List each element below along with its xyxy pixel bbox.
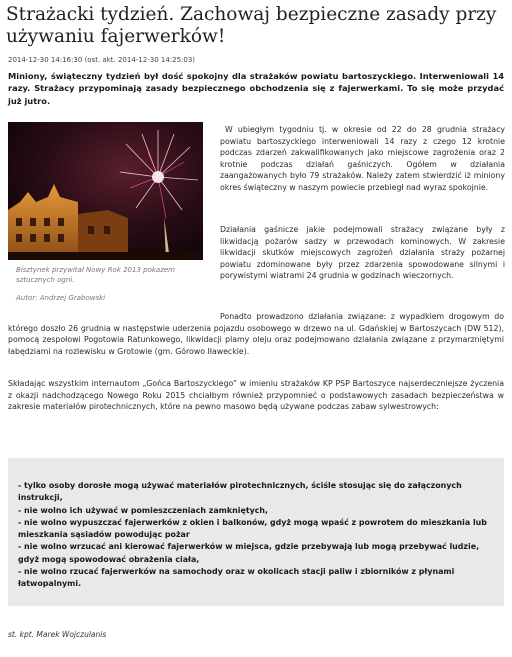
article-title: Strażacki tydzień. Zachowaj bezpieczne zasady przy używaniu fajerwerków! <box>6 4 497 47</box>
paragraph-new-year-wishes: Składając wszystkim internautom „Gońca Bartoszyckiego” w imieniu strażaków KP PSP Bartoszyce najserdeczniejsze życzenia z okazji nadchodzącego Nowego Roku 2015 chciałbym również przypomnieć o podstawowych zasadach bezpieczeństwa w zakresie materiałów pirotechnicznych, które na pewno masowo będą używane podczas zabaw sylwestrowych: <box>8 379 504 412</box>
list-item: - tylko osoby dorosłe mogą używać materiałów pirotechnicznych, ściśle stosując się do załączonych instrukcji, <box>18 481 462 503</box>
photo-caption: Bisztynek przywitał Nowy Rok 2013 pokazem sztucznych ogni. <box>16 266 176 284</box>
safety-rules-list <box>18 480 498 591</box>
fireworks-photo[interactable] <box>8 122 203 260</box>
article-lead: Miniony, świąteczny tydzień był dość spokojny dla strażaków powiatu bartoszyckiego. Interweniowali 14 razy. Strażacy przypominają zasady bezpiecznego obchodzenia się z fajerwerkami. To się może przydać już jutro. <box>8 71 504 106</box>
fireworks-illustration <box>8 122 203 260</box>
paragraph-fire-actions: Działania gaśnicze jakie podejmowali strażacy związane były z likwidacją pożarów sadzy w przewodach kominowych. W zakresie likwidacji skutków miejscowych zagrożeń działania straży pożarnej powiatu zdominowane były przez zdarzenia spowodowane silnymi i porywistymi wiatrami 24 grudnia w godzinach wieczornych. <box>220 225 505 281</box>
list-item: - nie wolno wypuszczać fajerwerków z okien i balkonów, gdyż mogą wpaść z powrotem do mieszkania lub mieszkania sąsiadów powodując pożar <box>18 517 487 540</box>
list-item: - nie wolno wrzucać ani kierować fajerwerków w miejsca, gdzie przebywają lub mogą przebywać ludzie, gdyż mogą spowodować obrażenia ciała, <box>18 542 480 564</box>
article-timestamp: 2014-12-30 14:16:30 (ost. akt. 2014-12-30 14:25:03) <box>8 56 196 64</box>
paragraph-weekly-summary: W ubiegłym tygodniu tj. w okresie od 22 do 28 grudnia strażacy powiatu bartoszyckiego interweniowali 14 razy z czego 12 krotnie podczas zdarzeń zakwalifikowanych jako miejscowe zagrożenia oraz 2 krotnie podczas działań gaśniczych. Ogółem w działania zaangażowanych było 79 strażaków. Należy zatem stwierdzić iż miniony okres świąteczny w naszym powiecie przebiegł nad wyraz spokojnie. <box>220 125 505 192</box>
photo-author: Autor: Andrzej Grabowski <box>16 294 106 302</box>
photo-box <box>8 122 203 322</box>
list-item: - nie wolno ich używać w pomieszczeniach zamkniętych, <box>18 505 269 515</box>
author-signature: st. kpt. Marek Wojczulanis <box>8 630 107 639</box>
safety-rules-box <box>8 458 504 606</box>
list-item: - nie wolno rzucać fajerwerków na samochody oraz w okolicach stacji paliw i zbiorników z płynami łatwopalnymi. <box>18 567 455 589</box>
paragraph-other-actions: Ponadto prowadzono działania związane: z wypadkiem drogowym do którego doszło 26 grudnia w następstwie uderzenia pojazdu osobowego w drzewo na ul. Gdańskiej w Bartoszycach (DW 512), pomocą zespołowi Pogotowia Ratunkowego, likwidacji plamy oleju oraz podejmowano działania związane z przymarzniętymi łabędziami na rozlewisku w Grotowie (gm. Górowo Iławeckie). <box>8 312 504 356</box>
